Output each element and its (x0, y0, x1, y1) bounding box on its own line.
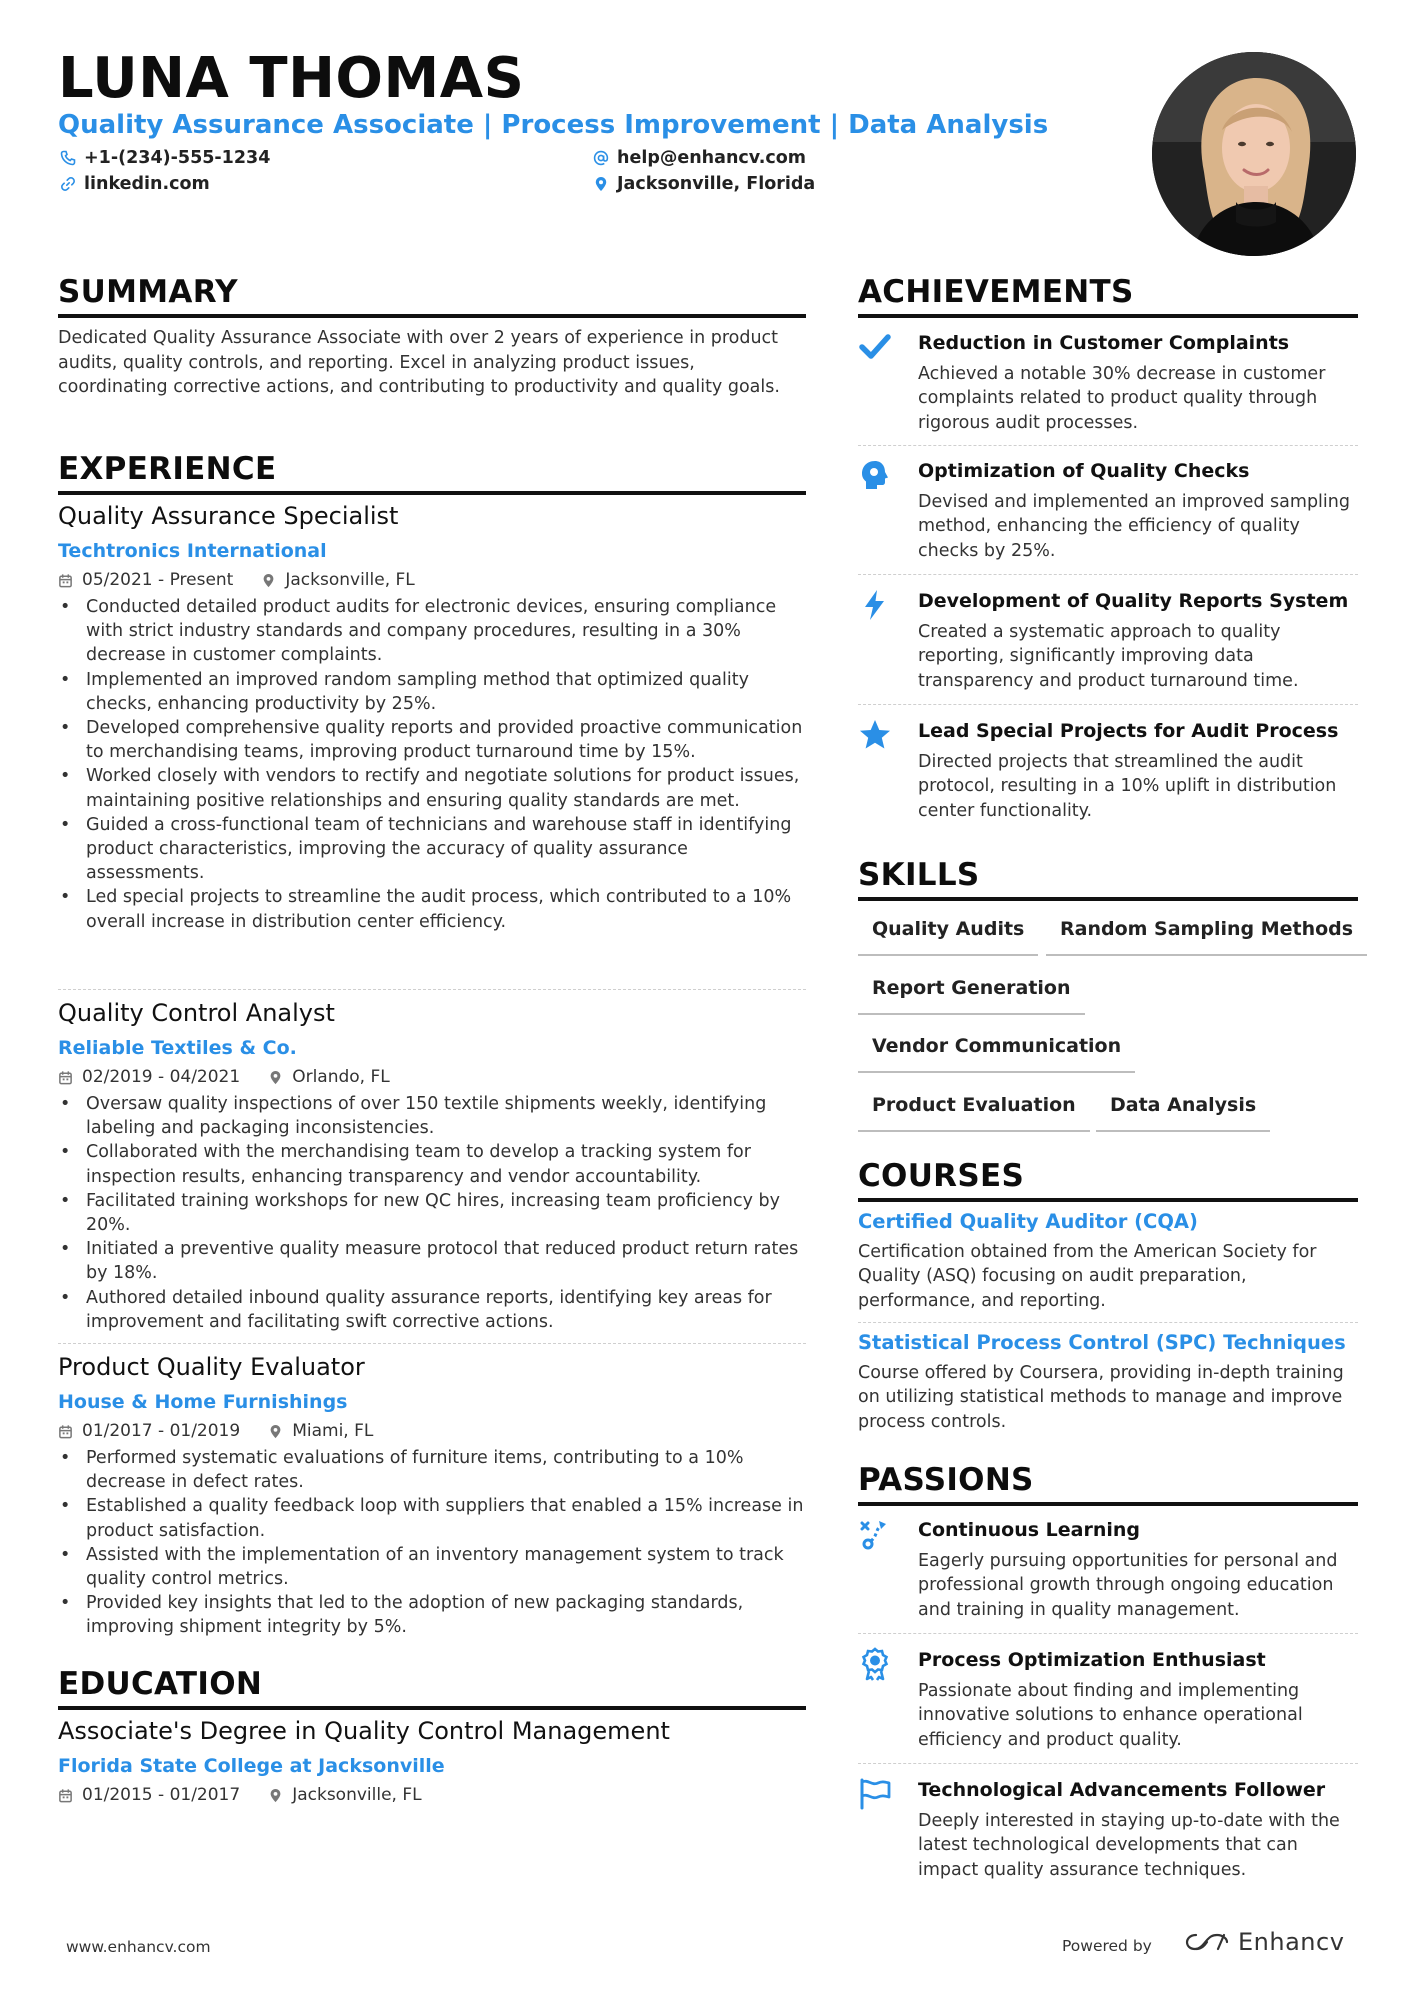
job-dates-text: 02/2019 - 04/2021 (82, 1067, 241, 1087)
job-entry (58, 1352, 806, 1640)
achievement-title: Development of Quality Reports System (918, 590, 1349, 612)
bullet-item: • Initiated a preventive quality measure protocol that reduced product return rates by 18%. (58, 1237, 806, 1285)
link-icon (60, 176, 76, 192)
job-bullets (58, 595, 806, 934)
job-location (268, 1420, 373, 1442)
courses-heading: COURSES (858, 1158, 1025, 1194)
school-name[interactable]: Florida State College at Jacksonville (58, 1755, 445, 1777)
course-divider (858, 1322, 1358, 1323)
job-location-text: Jacksonville, FL (285, 570, 415, 590)
job-entry (58, 501, 806, 934)
location-pin-icon (268, 1788, 283, 1803)
education-location (268, 1784, 421, 1806)
job-bullets (58, 1446, 806, 1640)
bullet-item: • Developed comprehensive quality reports and provided proactive communication to merchandising teams, improving product turnaround time by 15%. (58, 716, 806, 764)
bullet-item: • Led special projects to streamline the audit process, which contributed to a 10% overall increase in distribution center efficiency. (58, 885, 806, 933)
education-dates-text: 01/2015 - 01/2017 (82, 1785, 241, 1805)
experience-heading: EXPERIENCE (58, 451, 277, 487)
enhancv-logo[interactable] (1184, 1928, 1344, 1956)
passion-title: Continuous Learning (918, 1519, 1141, 1541)
achievement-divider (858, 574, 1358, 575)
headline: Quality Assurance Associate | Process Improvement | Data Analysis (58, 110, 1049, 140)
passion-desc: Passionate about finding and implementing innovative solutions to enhance operational efficiency and product quality. (918, 1681, 1303, 1750)
job-meta (58, 569, 806, 591)
course-desc: Course offered by Coursera, providing in-depth training on utilizing statistical methods to manage and improve process controls. (858, 1363, 1344, 1432)
achievement-desc: Directed projects that streamlined the audit protocol, resulting in a 10% uplift in distribution center functionality. (918, 752, 1337, 821)
location-pin-icon (268, 1070, 283, 1085)
bullet-item: • Provided key insights that led to the adoption of new packaging standards, improving shipment integrity by 5%. (58, 1591, 806, 1639)
passion-divider (858, 1633, 1358, 1634)
checkmark-icon (858, 330, 892, 364)
achievement-desc: Created a systematic approach to quality reporting, significantly improving data transparency and product turnaround time. (918, 622, 1299, 691)
lightning-icon (858, 588, 892, 622)
achievement-item (858, 718, 1358, 823)
job-location-text: Miami, FL (292, 1421, 374, 1441)
passion-divider (858, 1763, 1358, 1764)
job-divider (58, 989, 806, 990)
summary-heading: SUMMARY (58, 274, 238, 310)
course-title: Certified Quality Auditor (CQA) (858, 1210, 1198, 1233)
location-pin-icon (261, 573, 276, 588)
contact-location (593, 174, 815, 194)
contact-linkedin[interactable] (60, 174, 210, 194)
bullet-item: • Implemented an improved random sampling method that optimized quality checks, enhancing productivity by 25%. (58, 668, 806, 716)
course-title: Statistical Process Control (SPC) Techniques (858, 1331, 1346, 1354)
achievement-item (858, 330, 1358, 435)
achievement-item (858, 588, 1358, 693)
bullet-item: • Facilitated training workshops for new QC hires, increasing team proficiency by 20%. (58, 1189, 806, 1237)
skill-tag: Product Evaluation (858, 1092, 1090, 1132)
skill-tag: Data Analysis (1096, 1092, 1270, 1132)
company-name[interactable]: Reliable Textiles & Co. (58, 1037, 297, 1059)
degree-title: Associate's Degree in Quality Control Management (58, 1717, 670, 1745)
bullet-item: • Collaborated with the merchandising team to develop a tracking system for inspection results, enhancing transparency and vendor accountability. (58, 1140, 806, 1188)
achievement-divider (858, 704, 1358, 705)
passion-title: Process Optimization Enthusiast (918, 1649, 1266, 1671)
job-entry (58, 998, 806, 1334)
star-icon (858, 718, 892, 752)
phone-text: +1-(234)-555-1234 (84, 148, 271, 168)
skill-tag: Random Sampling Methods (1046, 916, 1367, 956)
achievement-desc: Devised and implemented an improved sampling method, enhancing the efficiency of quality checks by 25%. (918, 492, 1350, 561)
job-meta (58, 1420, 806, 1442)
contact-phone[interactable] (60, 148, 270, 168)
skill-tag: Quality Audits (858, 916, 1038, 956)
bullet-item: • Performed systematic evaluations of furniture items, contributing to a 10% decrease in defect rates. (58, 1446, 806, 1494)
job-dates (58, 569, 233, 591)
job-dates (58, 1420, 240, 1442)
calendar-icon (58, 573, 73, 588)
passions-divider (858, 1502, 1358, 1506)
job-title: Product Quality Evaluator (58, 1353, 365, 1381)
education-entry (58, 1716, 806, 1806)
infinity-logo-icon (1184, 1930, 1230, 1954)
education-dates (58, 1784, 240, 1806)
company-name[interactable]: House & Home Furnishings (58, 1391, 348, 1413)
passion-desc: Eagerly pursuing opportunities for personal and professional growth through ongoing education and training in quality management. (918, 1551, 1338, 1620)
skills-heading: SKILLS (858, 857, 980, 893)
experience-divider (58, 491, 806, 495)
skills-divider (858, 897, 1358, 901)
skill-tag: Report Generation (858, 975, 1085, 1015)
head-icon (858, 458, 892, 492)
achievement-title: Lead Special Projects for Audit Process (918, 720, 1339, 742)
job-location (261, 569, 414, 591)
medal-icon (858, 1647, 892, 1681)
job-title: Quality Control Analyst (58, 999, 335, 1027)
calendar-icon (58, 1424, 73, 1439)
education-meta (58, 1784, 806, 1806)
passion-title: Technological Advancements Follower (918, 1779, 1326, 1801)
education-heading: EDUCATION (58, 1666, 263, 1702)
linkedin-text: linkedin.com (84, 174, 210, 194)
candidate-name: LUNA THOMAS (58, 46, 525, 111)
passion-item (858, 1777, 1358, 1882)
job-location-text: Orlando, FL (292, 1067, 390, 1087)
courses-divider (858, 1198, 1358, 1202)
summary-divider (58, 314, 806, 318)
brand-name: Enhancv (1238, 1928, 1345, 1956)
bullet-item: • Established a quality feedback loop with suppliers that enabled a 15% increase in product satisfaction. (58, 1494, 806, 1542)
bullet-item: • Assisted with the implementation of an inventory management system to track quality control metrics. (58, 1543, 806, 1591)
location-pin-icon (268, 1424, 283, 1439)
course-desc: Certification obtained from the American Society for Quality (ASQ) focusing on audit preparation, performance, and reporting. (858, 1242, 1317, 1311)
path-icon (858, 1517, 892, 1551)
profile-photo (1152, 52, 1356, 256)
footer-website-link[interactable]: www.enhancv.com (66, 1938, 211, 1956)
phone-icon (60, 150, 76, 166)
contact-email[interactable] (593, 148, 806, 168)
passion-item (858, 1517, 1358, 1622)
company-name[interactable]: Techtronics International (58, 540, 327, 562)
passion-item (858, 1647, 1358, 1752)
bullet-item: • Authored detailed inbound quality assurance reports, identifying key areas for improvement and facilitating swift corrective actions. (58, 1286, 806, 1334)
job-dates-text: 05/2021 - Present (82, 570, 234, 590)
achievement-item (858, 458, 1358, 563)
education-divider (58, 1706, 806, 1710)
location-text: Jacksonville, Florida (617, 174, 816, 194)
job-dates (58, 1066, 240, 1088)
achievements-heading: ACHIEVEMENTS (858, 274, 1134, 310)
email-text: help@enhancv.com (617, 148, 807, 168)
job-meta (58, 1066, 806, 1088)
achievements-divider (858, 314, 1358, 318)
summary-text: Dedicated Quality Assurance Associate with over 2 years of experience in product audits, quality controls, and reporting. Excel in analyzing product issues, coordinating corrective actions, and contributing to productivity and quality goals. (58, 328, 780, 397)
bullet-item: • Conducted detailed product audits for electronic devices, ensuring compliance with strict industry standards and company procedures, resulting in a 30% decrease in customer complaints. (58, 595, 806, 668)
flag-icon (858, 1777, 892, 1811)
achievement-divider (858, 445, 1358, 446)
bullet-item: • Oversaw quality inspections of over 150 textile shipments weekly, identifying labeling and packaging inconsistencies. (58, 1092, 806, 1140)
education-location-text: Jacksonville, FL (292, 1785, 422, 1805)
bullet-item: • Guided a cross-functional team of technicians and warehouse staff in identifying product characteristics, improving the accuracy of quality assurance assessments. (58, 813, 806, 886)
passion-desc: Deeply interested in staying up-to-date with the latest technological developments that can impact quality assurance techniques. (918, 1811, 1340, 1880)
location-pin-icon (593, 176, 609, 192)
bullet-item: • Worked closely with vendors to rectify and negotiate solutions for product issues, maintaining positive relationships and ensuring quality standards are met. (58, 764, 806, 812)
calendar-icon (58, 1070, 73, 1085)
calendar-icon (58, 1788, 73, 1803)
job-divider (58, 1343, 806, 1344)
achievement-title: Reduction in Customer Complaints (918, 332, 1290, 354)
job-dates-text: 01/2017 - 01/2019 (82, 1421, 241, 1441)
job-location (268, 1066, 390, 1088)
job-bullets (58, 1092, 806, 1334)
achievement-title: Optimization of Quality Checks (918, 460, 1250, 482)
at-icon (593, 150, 609, 166)
achievement-desc: Achieved a notable 30% decrease in customer complaints related to product quality through rigorous audit processes. (918, 364, 1326, 433)
passions-heading: PASSIONS (858, 1462, 1034, 1498)
powered-by-label: Powered by (1062, 1937, 1152, 1955)
skill-tag: Vendor Communication (858, 1033, 1135, 1073)
job-title: Quality Assurance Specialist (58, 502, 399, 530)
